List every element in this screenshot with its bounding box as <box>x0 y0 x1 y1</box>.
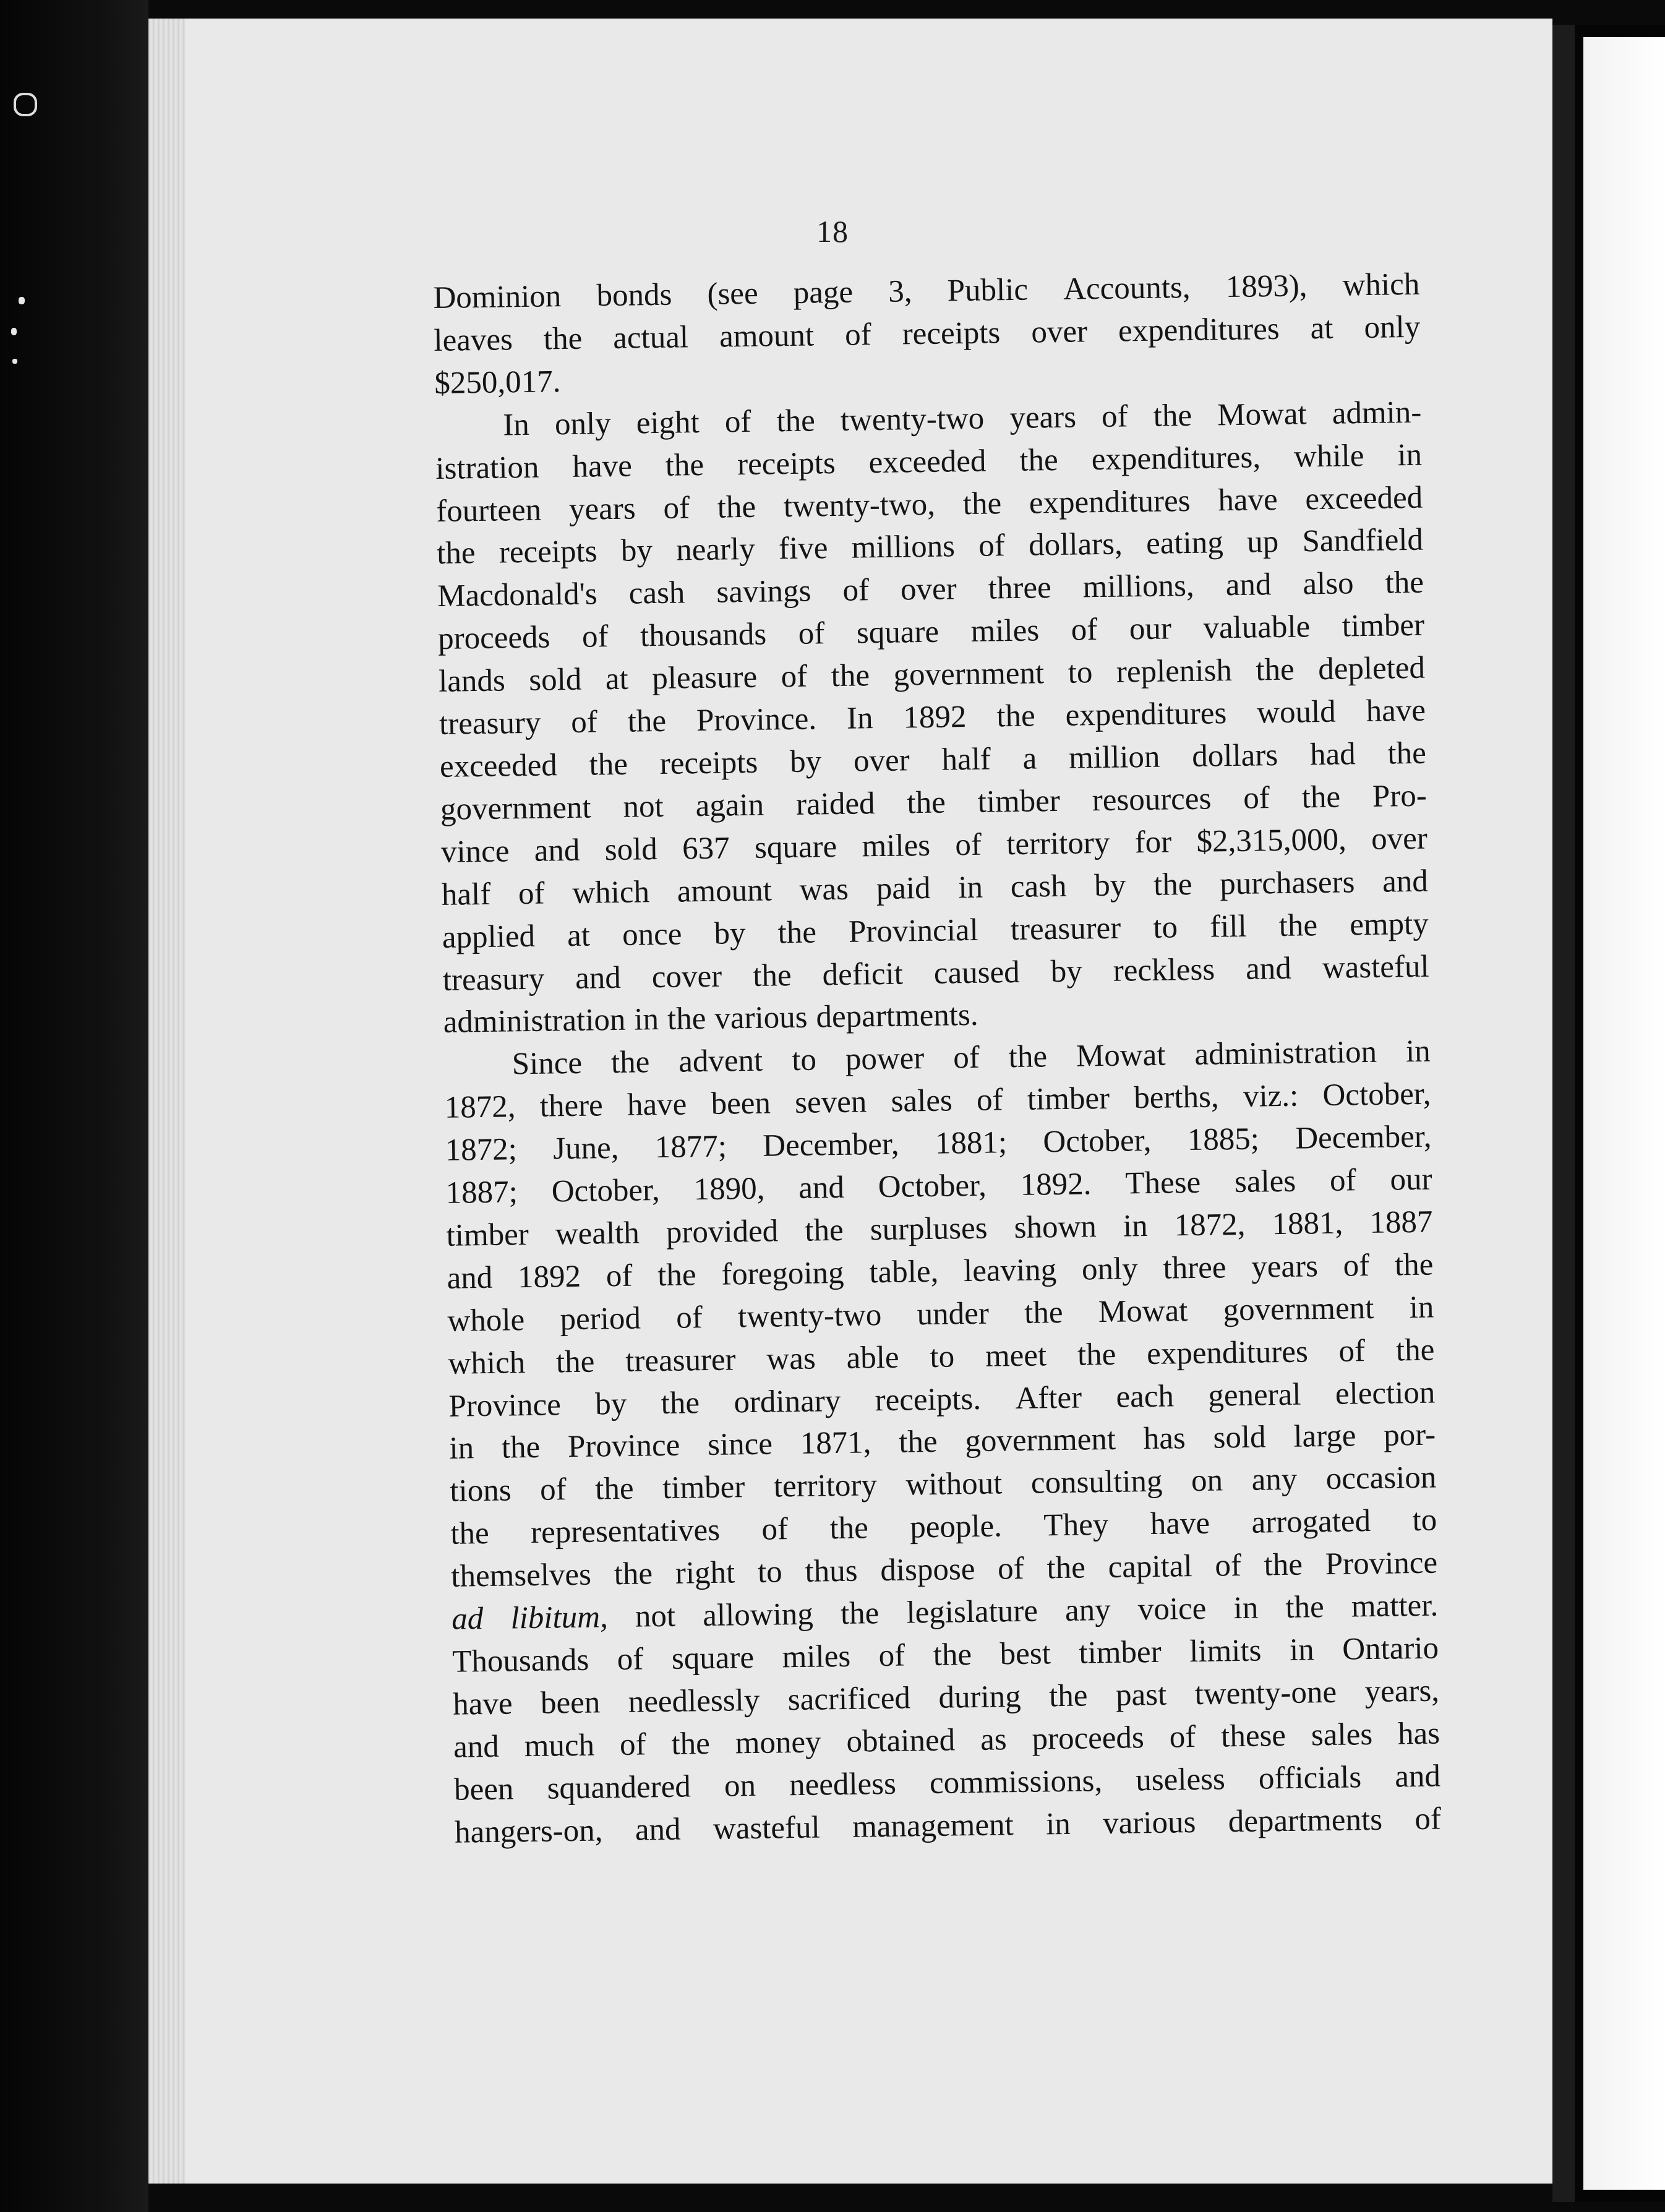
text-line: vince and sold 637 square miles of territory for $2,315,000, over <box>440 821 1428 870</box>
body-text <box>433 264 1441 1854</box>
text-line: the receipts by nearly five millions of dollars, eating up Sandfield <box>436 523 1424 572</box>
text-line: exceeded the receipts by over half a million dollars had the <box>439 735 1427 784</box>
text-line: lands sold at pleasure of the government to replenish the depleted <box>438 650 1426 700</box>
text-line: istration have the receipts exceeded the expenditures, while in <box>435 437 1423 486</box>
text-line: fourteen years of the twenty-two, the expenditures have exceeded <box>435 480 1423 529</box>
text-line: which the treasurer was able to meet the expenditures of the <box>448 1332 1435 1381</box>
text-line: In only eight of the twenty-two years of the Mowat admin- <box>502 395 1422 443</box>
text-line: tions of the timber territory without consulting on any occasion <box>450 1460 1437 1509</box>
text-line: treasury of the Province. In 1892 the expenditures would have <box>439 693 1426 742</box>
text-line: Macdonald's cash savings of over three millions, and also the <box>437 565 1424 614</box>
scan-artifact <box>11 328 17 335</box>
text-line: whole period of twenty-two under the Mowat government in <box>447 1290 1434 1339</box>
text-line: Province by the ordinary receipts. After each general election <box>448 1375 1436 1424</box>
scan-artifact <box>19 297 25 304</box>
text-line: in the Province since 1871, the government has sold large por- <box>449 1418 1436 1467</box>
page-edge-stack <box>148 19 186 2184</box>
text-line: have been needlessly sacrificed during the past twenty-one years, <box>452 1673 1440 1722</box>
text-line: treasury and cover the deficit caused by reckless and wasteful <box>442 949 1430 998</box>
text-line: timber wealth provided the surpluses shown in 1872, 1881, 1887 <box>446 1204 1433 1253</box>
text-line: and 1892 of the foregoing table, leaving only three years of the <box>447 1247 1434 1296</box>
text-line: $250,017. <box>434 364 561 401</box>
scan-margin-left <box>0 0 148 2212</box>
text-line: applied at once by the Provincial treasurer to fill the empty <box>442 906 1429 955</box>
scan-artifact <box>12 359 17 364</box>
text-line: government not again raided the timber resources of the Pro- <box>440 778 1427 827</box>
text-line: the representatives of the people. They have arrogated to <box>450 1503 1437 1552</box>
text-line: ad libitum, not allowing the legislature any voice in the matter. <box>451 1588 1439 1637</box>
facing-page-edge <box>1583 37 1665 2190</box>
text-line: 1872, there have been seven sales of timber berths, viz.: October, <box>444 1076 1431 1126</box>
text-line: half of which amount was paid in cash by the purchasers and <box>441 864 1429 912</box>
text-line: hangers-on, and wasteful management in various departments of <box>454 1801 1442 1850</box>
text-line: 1887; October, 1890, and October, 1892. These sales of our <box>445 1162 1432 1211</box>
text-line: 1872; June, 1877; December, 1881; October, 1885; December, <box>445 1119 1432 1168</box>
text-line: themselves the right to thus dispose of the capital of the Province <box>450 1545 1438 1594</box>
page-number: 18 <box>816 214 849 249</box>
text-line: proceeds of thousands of square miles of our valuable timber <box>437 607 1425 657</box>
text-line: Thousands of square miles of the best timber limits in Ontario <box>452 1631 1439 1679</box>
text-line: been squandered on needless commissions, useless officials and <box>453 1759 1441 1807</box>
text-line: and much of the money obtained as proceeds of these sales has <box>453 1716 1440 1765</box>
text-line: administration in the various departments. <box>443 998 978 1040</box>
text-line: Dominion bonds (see page 3, Public Accounts, 1893), which <box>433 267 1420 315</box>
text-line: leaves the actual amount of receipts over expenditures at only <box>434 309 1421 358</box>
text-line: Since the advent to power of the Mowat administration in <box>511 1034 1431 1082</box>
scan-artifact <box>14 93 37 116</box>
gutter-shadow <box>1552 25 1575 2202</box>
